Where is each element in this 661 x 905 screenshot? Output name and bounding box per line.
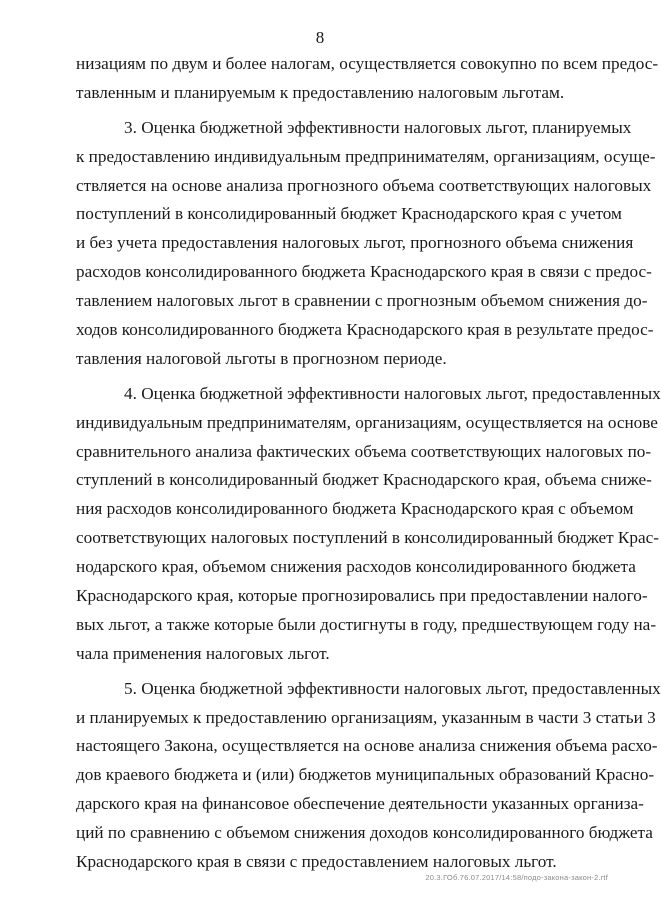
text-line: и планируемых к предоставлению организациям, указанным в части 3 статьи 3 bbox=[76, 707, 656, 727]
paragraph-3-start: 3. Оценка бюджетной эффективности налоговых льгот, планируемых bbox=[124, 117, 632, 137]
text-line: поступлений в консолидированный бюджет Краснодарского края с учетом bbox=[76, 204, 622, 224]
text-line: ствляется на основе анализа прогнозного объема соответствующих налоговых bbox=[76, 175, 652, 195]
text-line: расходов консолидированного бюджета Краснодарского края в связи с предос- bbox=[76, 262, 652, 282]
document-body bbox=[76, 50, 661, 877]
text-line: дов краевого бюджета и (или) бюджетов муниципальных образований Красно- bbox=[76, 765, 655, 785]
paragraph-4-start: 4. Оценка бюджетной эффективности налоговых льгот, предоставленных bbox=[124, 383, 661, 403]
text-line: нодарского края, объемом снижения расходов консолидированного бюджета bbox=[76, 557, 636, 577]
page-number: 8 bbox=[315, 28, 325, 47]
text-line: тавления налоговой льготы в прогнозном периоде. bbox=[76, 348, 447, 368]
text-line: ходов консолидированного бюджета Краснодарского края в результате предос- bbox=[76, 320, 654, 340]
text-line: Краснодарского края, которые прогнозировались при предоставлении налого- bbox=[76, 586, 648, 606]
text-line: ступлений в консолидированный бюджет Краснодарского края, объема сниже- bbox=[76, 470, 652, 490]
text-line: ций по сравнению с объемом снижения доходов консолидированного бюджета bbox=[76, 823, 653, 843]
text-line: низациям по двум и более налогам, осуществляется совокупно по всем предос- bbox=[76, 54, 659, 73]
text-line: и без учета предоставления налоговых льгот, прогнозного объема снижения bbox=[76, 233, 634, 253]
text-line: соответствующих налоговых поступлений в консолидированный бюджет Крас- bbox=[76, 528, 659, 548]
text-line: дарского края на финансовое обеспечение деятельности указанных организа- bbox=[76, 794, 644, 814]
text-line: настоящего Закона, осуществляется на основе анализа снижения объема расхо- bbox=[76, 736, 658, 756]
text-line: сравнительного анализа фактических объема соответствующих налоговых по- bbox=[76, 441, 652, 461]
text-line: тавленным и планируемым к предоставлению налоговым льготам. bbox=[76, 82, 565, 102]
text-line: индивидуальным предпринимателям, организациям, осуществляется на основе bbox=[76, 412, 658, 432]
text-line: чала применения налоговых льгот. bbox=[76, 643, 330, 663]
paragraph-5-start: 5. Оценка бюджетной эффективности налоговых льгот, предоставленных bbox=[124, 678, 661, 698]
footer-file-stamp: 20.3.ГОб.76.07.2017/14:58/подо-закона-закон-2.rtf bbox=[425, 873, 608, 882]
text-line: тавлением налоговых льгот в сравнении с прогнозным объемом снижения до- bbox=[76, 291, 648, 311]
text-line: ния расходов консолидированного бюджета Краснодарского края с объемом bbox=[76, 499, 634, 519]
text-line: вых льгот, а также которые были достигнуты в году, предшествующем году на- bbox=[76, 614, 657, 634]
text-line: Краснодарского края в связи с предоставлением налоговых льгот. bbox=[76, 852, 557, 872]
text-line: к предоставлению индивидуальным предпринимателям, организациям, осуще- bbox=[76, 146, 656, 166]
